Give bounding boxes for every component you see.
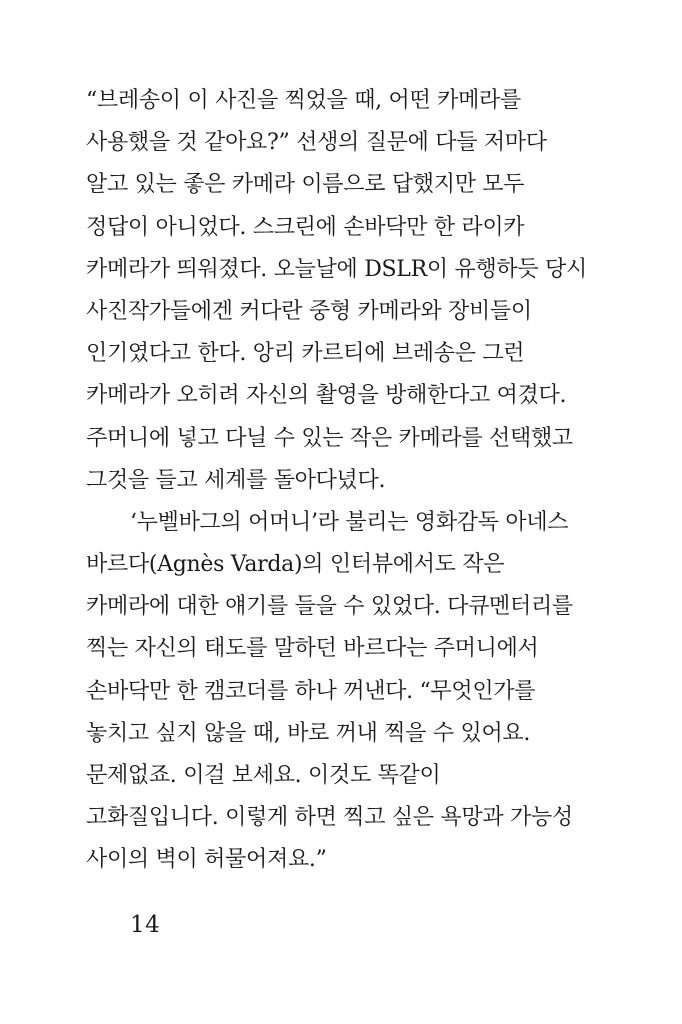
- text-line: 알고 있는 좋은 카메라 이름으로 답했지만 모두: [86, 172, 525, 198]
- text-line: 사용했을 것 같아요?” 선생의 질문에 다들 저마다: [86, 130, 547, 156]
- text-line: 정답이 아니었다. 스크린에 손바닥만 한 라이카: [86, 214, 525, 240]
- text-line: “브레송이 이 사진을 찍었을 때, 어떤 카메라를: [86, 88, 521, 113]
- text-line: 문제없죠. 이걸 보세요. 이것도 똑같이: [86, 763, 441, 788]
- text-line: 주머니에 넣고 다닐 수 있는 작은 카메라를 선택했고: [86, 425, 573, 451]
- page-number: 14: [130, 912, 161, 938]
- text-line: 그것을 들고 세계를 돌아다녔다.: [86, 467, 386, 493]
- text-line: 카메라가 오히려 자신의 촬영을 방해한다고 여겼다.: [86, 383, 567, 409]
- text-line: 카메라가 띄워졌다. 오늘날에 DSLR이 유행하듯 당시: [86, 256, 587, 282]
- text-line: 놓치고 싶지 않을 때, 바로 꺼내 찍을 수 있어요.: [86, 720, 531, 746]
- body-text: [86, 80, 626, 882]
- text-line-indented: ‘누벨바그의 어머니’라 불리는 영화감독 아네스: [130, 509, 569, 535]
- text-line: 찍는 자신의 태도를 말하던 바르다는 주머니에서: [86, 636, 539, 662]
- text-line: 사진작가들에겐 커다란 중형 카메라와 장비들이: [86, 298, 532, 324]
- text-line: 카메라에 대한 얘기를 들을 수 있었다. 다큐멘터리를: [86, 594, 573, 620]
- text-line: 고화질입니다. 이렇게 하면 찍고 싶은 욕망과 가능성: [86, 805, 573, 831]
- text-line: 손바닥만 한 캠코더를 하나 꺼낸다. “무엇인가를: [86, 678, 536, 704]
- text-line: 바르다(Agnès Varda)의 인터뷰에서도 작은: [86, 552, 505, 578]
- text-line: 인기였다고 한다. 앙리 카르티에 브레송은 그런: [86, 341, 525, 367]
- text-line: 사이의 벽이 허물어져요.”: [86, 847, 327, 873]
